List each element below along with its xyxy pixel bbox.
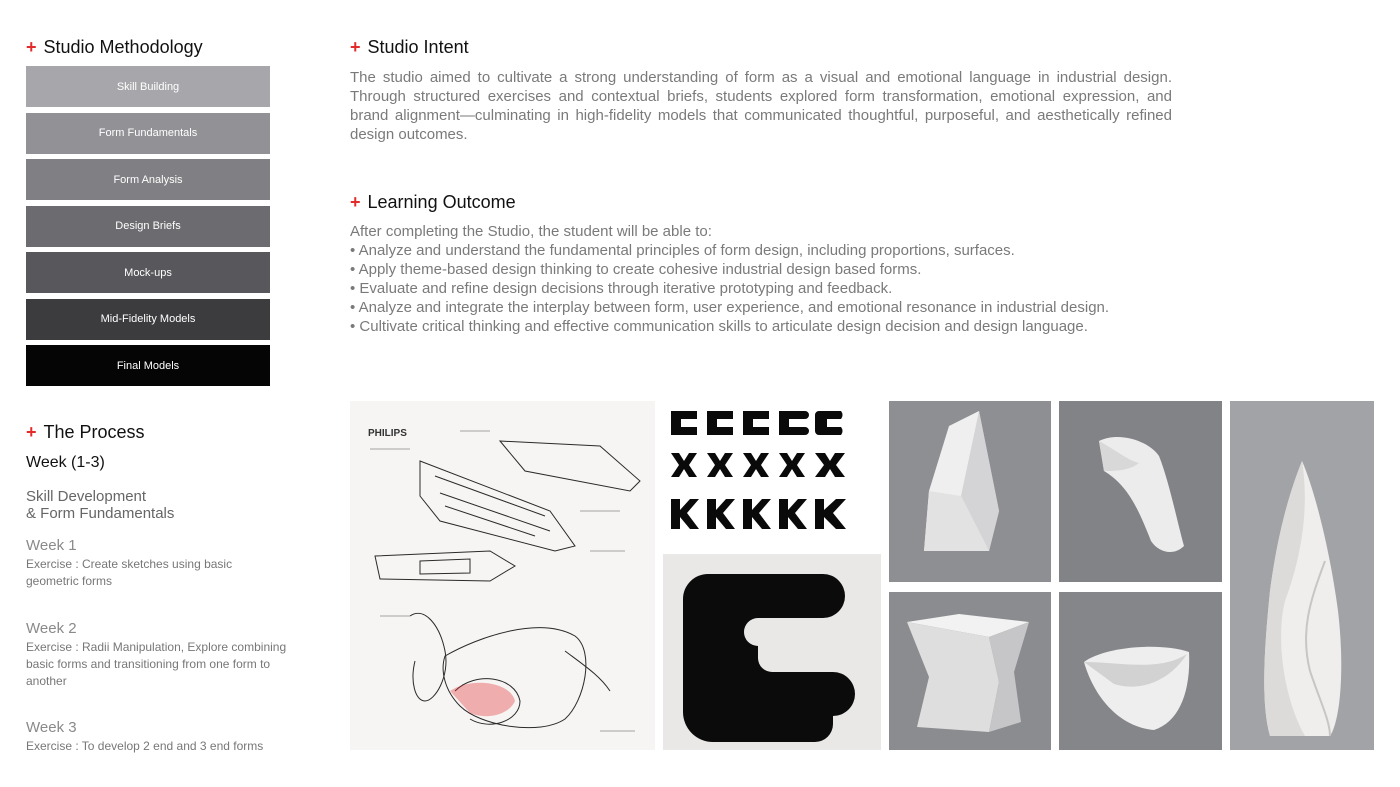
learning-intro: After completing the Studio, the student will be able to:: [350, 223, 712, 240]
sketch-image: [350, 401, 655, 750]
plus-icon: +: [350, 37, 361, 57]
week-1-title: Week 1: [26, 537, 77, 554]
week-3-desc: Exercise : To develop 2 end and 3 end forms: [26, 739, 264, 753]
methodology-title: Studio Methodology: [43, 37, 203, 57]
learning-item: • Cultivate critical thinking and effective communication skills to articulate design decision and design language.: [350, 317, 1230, 336]
week-range: Week (1-3): [26, 454, 105, 471]
subtitle-line: & Form Fundamentals: [26, 505, 175, 522]
learning-item: • Apply theme-based design thinking to create cohesive industrial design based forms.: [350, 260, 1230, 279]
week-2-title: Week 2: [26, 620, 77, 637]
week-2-desc: Exercise : Radii Manipulation, Explore combining basic forms and transitioning from one form to another: [26, 640, 287, 688]
plus-icon: +: [26, 37, 37, 57]
process-heading: [26, 422, 145, 443]
intent-title: Studio Intent: [367, 37, 469, 57]
week-1-desc: Exercise : Create sketches using basic geometric forms: [26, 557, 233, 588]
methodology-heading: [26, 37, 203, 58]
process-subtitle: [26, 488, 174, 522]
twisted-block-image: [889, 592, 1051, 750]
step-mid-fidelity-models: Mid-Fidelity Models: [26, 299, 270, 340]
step-design-briefs: Design Briefs: [26, 206, 270, 247]
shell-form-image: [1059, 592, 1222, 750]
step-skill-building: Skill Building: [26, 66, 270, 107]
subtitle-line: Skill Development: [26, 488, 147, 505]
faceted-form-image: [889, 401, 1051, 582]
spiral-form-image: [1230, 401, 1374, 750]
intent-text: The studio aimed to cultivate a strong understanding of form as a visual and emotional language in industrial design. Through structured exercises and contextual briefs, students explored form transformation, emotional expression, and brand alignment—culminating in high-fidelity models that communicated thoughtful, purposeful, and aesthetically refined design outcomes.: [350, 69, 1172, 143]
learning-heading: [350, 192, 516, 213]
plus-icon: +: [26, 422, 37, 442]
intent-heading: [350, 37, 469, 58]
week-3-title: Week 3: [26, 719, 77, 736]
type-grid-image: [663, 401, 881, 544]
learning-title: Learning Outcome: [367, 192, 516, 212]
step-final-models: Final Models: [26, 345, 270, 386]
step-mock-ups: Mock-ups: [26, 252, 270, 293]
learning-outcome-list: [350, 222, 1230, 336]
curved-form-image: [1059, 401, 1222, 582]
process-title: The Process: [43, 422, 145, 442]
learning-item: • Analyze and understand the fundamental principles of form design, including proportions, surfaces.: [350, 241, 1230, 260]
learning-item: • Evaluate and refine design decisions through iterative prototyping and feedback.: [350, 279, 1230, 298]
learning-item: • Analyze and integrate the interplay between form, user experience, and emotional resonance in industrial design.: [350, 298, 1230, 317]
plus-icon: +: [350, 192, 361, 212]
c-form-image: [663, 554, 881, 750]
methodology-steps: [26, 66, 270, 392]
sketch-brand-label: PHILIPS: [368, 428, 407, 439]
step-form-analysis: Form Analysis: [26, 159, 270, 200]
step-form-fundamentals: Form Fundamentals: [26, 113, 270, 154]
